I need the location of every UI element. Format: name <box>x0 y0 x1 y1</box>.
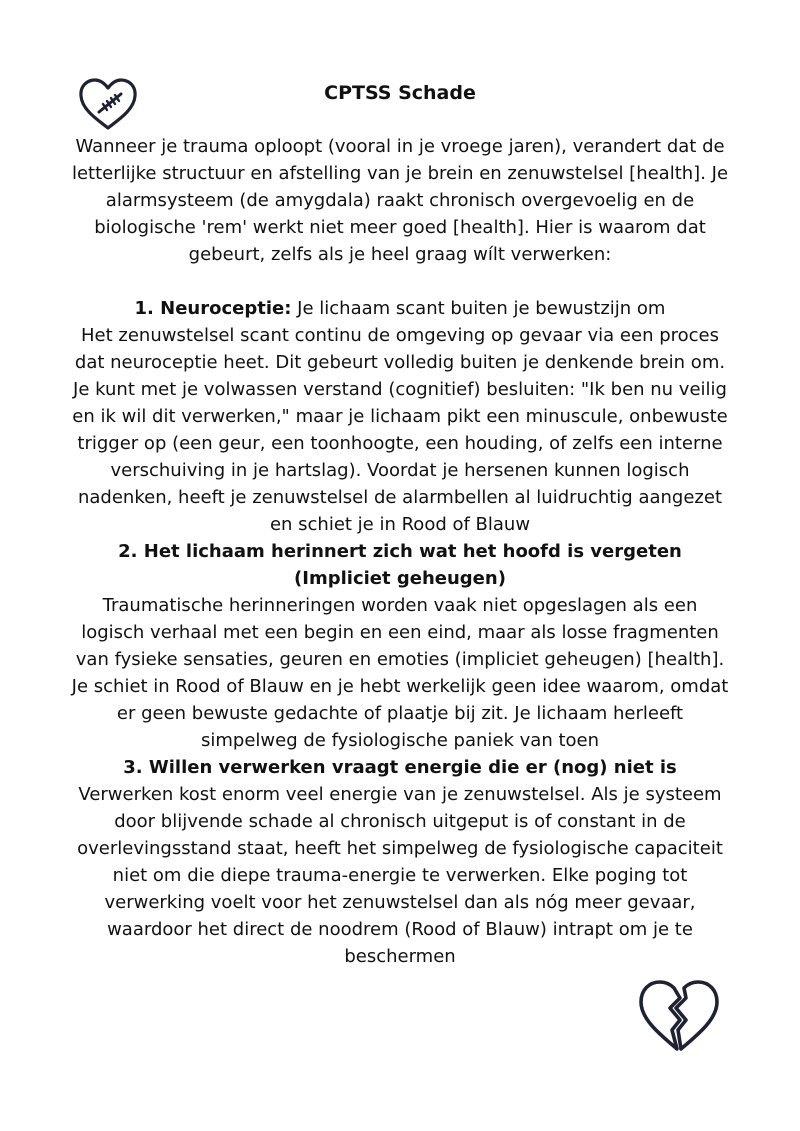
section-subheading: Je lichaam scant buiten je bewustzijn om <box>297 298 666 319</box>
section-body: Verwerken kost enorm veel energie van je zenuwstelsel. Als je systeem door blijvende schade al chronisch uitgeput is of constant in de overlevingsstand staat, heeft het simpelweg de fysiologische capaciteit niet om die diepe trauma-energie te verwerken. Elke poging tot verwerking voelt voor het zenuwstelsel dan als nóg meer gevaar, waardoor het direct de noodrem (Rood of Blauw) intrapt om je te beschermen <box>77 784 723 967</box>
page-title: CPTSS Schade <box>324 82 476 104</box>
section-body: Traumatische herinneringen worden vaak niet opgeslagen als een logisch verhaal met een begin en een eind, maar als losse fragmenten van fysieke sensaties, geuren en emoties (impliciet geheugen) [health]. Je schiet in Rood of Blauw en je hebt werkelijk geen idee waarom, omdat er geen bewuste gedachte of plaatje bij zit. Je lichaam herleeft simpelweg de fysiologische paniek van toen <box>71 595 729 751</box>
section-1 <box>70 295 730 538</box>
document-body <box>70 133 730 970</box>
intro-paragraph: Wanneer je trauma oploopt (vooral in je vroege jaren), verandert dat de letterlijke structuur en afstelling van je brein en zenuwstelsel [health]. Je alarmsysteem (de amygdala) raakt chronisch overgevoelig en de biologische 'rem' werkt niet meer goed [health]. Hier is waarom dat gebeurt, zelfs als je heel graag wílt verwerken: <box>71 136 729 265</box>
section-body: Het zenuwstelsel scant continu de omgeving op gevaar via een proces dat neuroceptie heet. Dit gebeurt volledig buiten je denkende brein om. Je kunt met je volwassen verstand (cognitief) besluiten: "Ik ben nu veilig en ik wil dit verwerken," maar je lichaam pikt een minuscule, onbewuste trigger op (een geur, een toonhoogte, een houding, of zelfs een interne verschuiving in je hartslag). Voordat je hersenen kunnen logisch nadenken, heeft je zenuwstelsel de alarmbellen al luidruchtig aangezet en schiet je in Rood of Blauw <box>72 325 728 535</box>
section-heading: 3. Willen verwerken vraagt energie die er (nog) niet is <box>123 757 677 778</box>
section-heading: 1. Neuroceptie: <box>134 298 292 319</box>
broken-heart-icon <box>636 978 722 1054</box>
paragraph-spacer <box>70 268 730 295</box>
section-heading: 2. Het lichaam herinnert zich wat het hoofd is vergeten (Impliciet geheugen) <box>118 541 682 589</box>
